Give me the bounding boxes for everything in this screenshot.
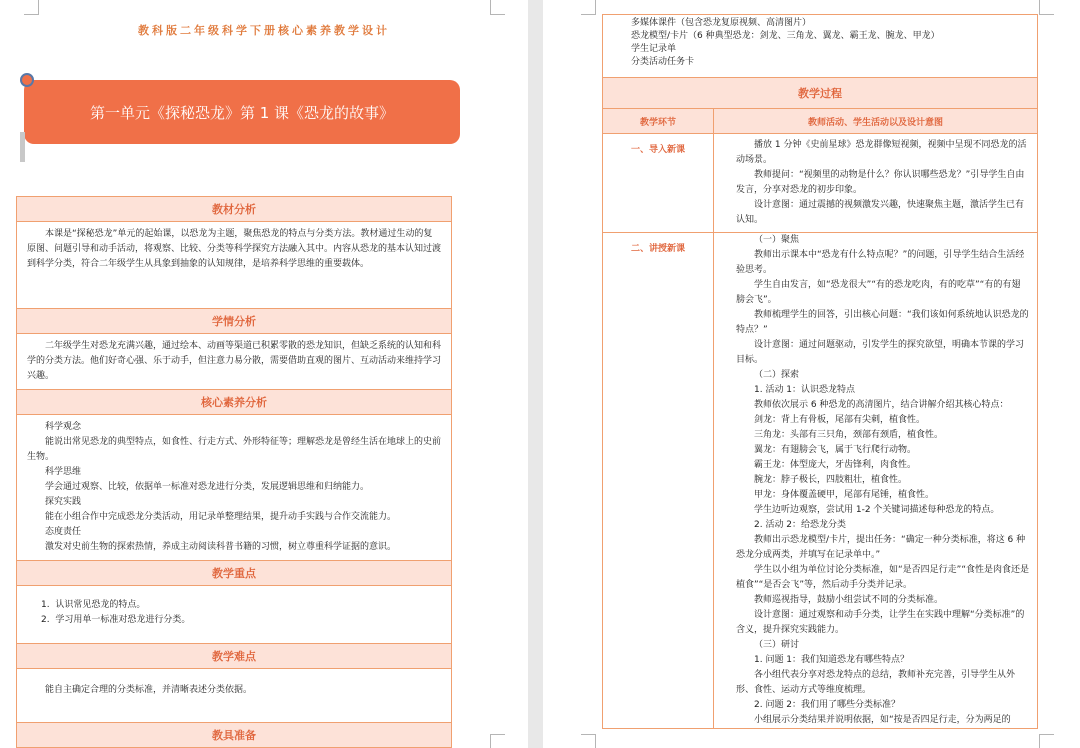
- stage-paragraph: 教师巡视指导，鼓励小组尝试不同的分类标准。: [754, 595, 944, 605]
- student-analysis-cell[interactable]: [17, 334, 452, 390]
- difficulties-cell[interactable]: [17, 669, 452, 723]
- page-header: 教科版二年级科学下册核心素养教学设计: [138, 24, 390, 37]
- section-heading-students: 学情分析: [17, 309, 452, 334]
- stage-name: 二、讲授新课: [603, 233, 714, 729]
- stage-paragraph: （一）聚焦: [754, 235, 800, 245]
- stage-paragraph: 霸王龙：体型庞大，牙齿锋利，肉食性。: [754, 460, 917, 470]
- section-heading-literacy: 核心素养分析: [17, 390, 452, 415]
- page-corner-mark: [1039, 734, 1054, 748]
- section-heading-preparation: 教具准备: [17, 723, 452, 748]
- stage-content-intro[interactable]: [714, 134, 1038, 233]
- material-item: 恐龙模型/卡片（6 种典型恐龙：剑龙、三角龙、翼龙、霸王龙、腕龙、甲龙）: [631, 31, 940, 41]
- stage-paragraph: 学生以小组为单位讨论分类标准，如“是否四足行走”“食性是肉食还是植食”“是否会飞”等，然后动手分类并记录。: [736, 565, 1029, 590]
- material-item: 多媒体课件（包含恐龙复原视频、高清图片）: [631, 18, 812, 28]
- student-analysis-text: 二年级学生对恐龙充满兴趣，通过绘本、动画等渠道已积累零散的恐龙知识，但缺乏系统的认知和科学的分类方法。他们好奇心强、乐于动手，但注意力易分散，需要借助直观的图片、互动活动来维持学习兴趣。: [27, 341, 442, 381]
- lesson-plan-table: [16, 196, 452, 748]
- stage-paragraph: 1. 活动 1：认识恐龙特点: [754, 385, 856, 395]
- page-corner-mark: [490, 734, 505, 748]
- column-header-activity: 教师活动、学生活动以及设计意图: [714, 109, 1038, 134]
- stage-paragraph: 学生边听边观察，尝试用 1-2 个关键词描述每种恐龙的特点。: [754, 505, 1000, 515]
- material-item: 学生记录单: [631, 44, 677, 54]
- key-point-item: 2. 学习用单一标准对恐龙进行分类。: [41, 615, 191, 625]
- materials-cell[interactable]: [603, 15, 1038, 78]
- stage-paragraph: 教师出示恐龙模型/卡片，提出任务：“确定一种分类标准，将这 6 种恐龙分成两类，并填写在记录单中。”: [736, 535, 1026, 560]
- stage-name: 一、导入新课: [603, 134, 714, 233]
- stage-paragraph: 剑龙：背上有骨板，尾部有尖刺，植食性。: [754, 415, 926, 425]
- stage-paragraph: 设计意图：通过震撼的视频激发兴趣，快速聚焦主题，激活学生已有认知。: [736, 200, 1025, 225]
- literacy-line: 科学观念: [45, 422, 82, 432]
- stage-paragraph: 小组展示分类结果并说明依据，如“按是否四足行走，分为两足的: [754, 715, 1011, 725]
- section-heading-difficulties: 教学难点: [17, 644, 452, 669]
- literacy-line: 态度责任: [45, 527, 82, 537]
- page-corner-mark: [581, 734, 596, 748]
- lesson-title: 第一单元《探秘恐龙》第 1 课《恐龙的故事》: [89, 103, 395, 122]
- stage-paragraph: 教师出示课本中“恐龙有什么特点呢？”的问题，引导学生结合生活经验思考。: [736, 250, 1025, 275]
- column-header-stage: 教学环节: [603, 109, 714, 134]
- literacy-line: 学会通过观察、比较，依据单一标准对恐龙进行分类，发展逻辑思维和归纳能力。: [45, 482, 370, 492]
- literacy-line: 激发对史前生物的探索热情，养成主动阅读科普书籍的习惯，树立尊重科学证据的意识。: [45, 542, 397, 552]
- process-heading: 教学过程: [603, 78, 1038, 109]
- page-corner-mark: [581, 0, 596, 15]
- literacy-line: 能在小组合作中完成恐龙分类活动，用记录单整理结果，提升动手实践与合作交流能力。: [45, 512, 397, 522]
- stage-paragraph: 甲龙：身体覆盖硬甲，尾部有尾锤，植食性。: [754, 490, 935, 500]
- key-point-item: 1. 认识常见恐龙的特点。: [41, 600, 146, 610]
- literacy-line: 能说出常见恐龙的典型特点，如食性、行走方式、外形特征等；理解恐龙是曾经生活在地球上的史前生物。: [27, 437, 442, 462]
- banner-shadow-bar: [20, 132, 25, 162]
- stage-paragraph: 播放 1 分钟《史前星球》恐龙群像短视频，视频中呈现不同恐龙的活动场景。: [736, 140, 1027, 165]
- stage-paragraph: 2. 问题 2：我们用了哪些分类标准？: [754, 700, 901, 710]
- stage-paragraph: （二）探索: [754, 370, 800, 380]
- stage-paragraph: 翼龙：有翅膀会飞，属于飞行爬行动物。: [754, 445, 917, 455]
- stage-paragraph: 腕龙：脖子极长，四肢粗壮，植食性。: [754, 475, 908, 485]
- stage-paragraph: 三角龙：头部有三只角，颈部有颈盾，植食性。: [754, 430, 944, 440]
- stage-paragraph: 设计意图：通过观察和动手分类，让学生在实践中理解“分类标准”的含义，提升探究实践能力。: [736, 610, 1025, 635]
- section-heading-key-points: 教学重点: [17, 561, 452, 586]
- section-heading-textbook: 教材分析: [17, 197, 452, 222]
- stage-paragraph: （三）研讨: [754, 640, 800, 650]
- stage-paragraph: 1. 问题 1：我们知道恐龙有哪些特点？: [754, 655, 910, 665]
- page-corner-mark: [490, 0, 505, 15]
- stage-paragraph: 教师梳理学生的回答，引出核心问题：“我们该如何系统地认识恐龙的特点？”: [736, 310, 1029, 335]
- stage-paragraph: 设计意图：通过问题驱动，引发学生的探究欲望，明确本节课的学习目标。: [736, 340, 1025, 365]
- literacy-line: 科学思维: [45, 467, 82, 477]
- page-corner-mark: [24, 0, 39, 15]
- key-points-cell[interactable]: [17, 586, 452, 644]
- document-page-left: [0, 0, 528, 748]
- textbook-analysis-text: 本课是“探秘恐龙”单元的起始课，以恐龙为主题，聚焦恐龙的特点与分类方法。教材通过生动的复原图、问题引导和动手活动，将观察、比较、分类等科学探究方法融入其中。内容从恐龙的基本认知过渡到科学分类，符合二年级学生从具象到抽象的认知规律，是培养科学思维的重要载体。: [27, 229, 442, 269]
- lesson-title-banner: [24, 80, 460, 144]
- stage-paragraph: 教师提问：“视频里的动物是什么？你认识哪些恐龙？”引导学生自由发言，分享对恐龙的初步印象。: [736, 170, 1025, 195]
- textbook-analysis-cell[interactable]: [17, 222, 452, 309]
- material-item: 分类活动任务卡: [631, 57, 695, 67]
- literacy-line: 探究实践: [45, 497, 82, 507]
- teaching-process-table: [602, 14, 1038, 729]
- stage-content-lesson[interactable]: [714, 233, 1038, 729]
- difficulties-text: 能自主确定合理的分类标准，并清晰表述分类依据。: [45, 685, 253, 695]
- stage-paragraph: 2. 活动 2：给恐龙分类: [754, 520, 847, 530]
- stage-paragraph: 各小组代表分享对恐龙特点的总结，教师补充完善，引导学生从外形、食性、运动方式等维度梳理。: [736, 670, 1016, 695]
- stage-paragraph: 教师依次展示 6 种恐龙的高清图片，结合讲解介绍其核心特点：: [754, 400, 1009, 410]
- literacy-analysis-cell[interactable]: [17, 415, 452, 561]
- shape-handle-dot[interactable]: [20, 73, 34, 87]
- page-corner-mark: [1039, 0, 1054, 15]
- stage-paragraph: 学生自由发言，如“恐龙很大”“有的恐龙吃肉，有的吃草”“有的有翅膀会飞”。: [736, 280, 1021, 305]
